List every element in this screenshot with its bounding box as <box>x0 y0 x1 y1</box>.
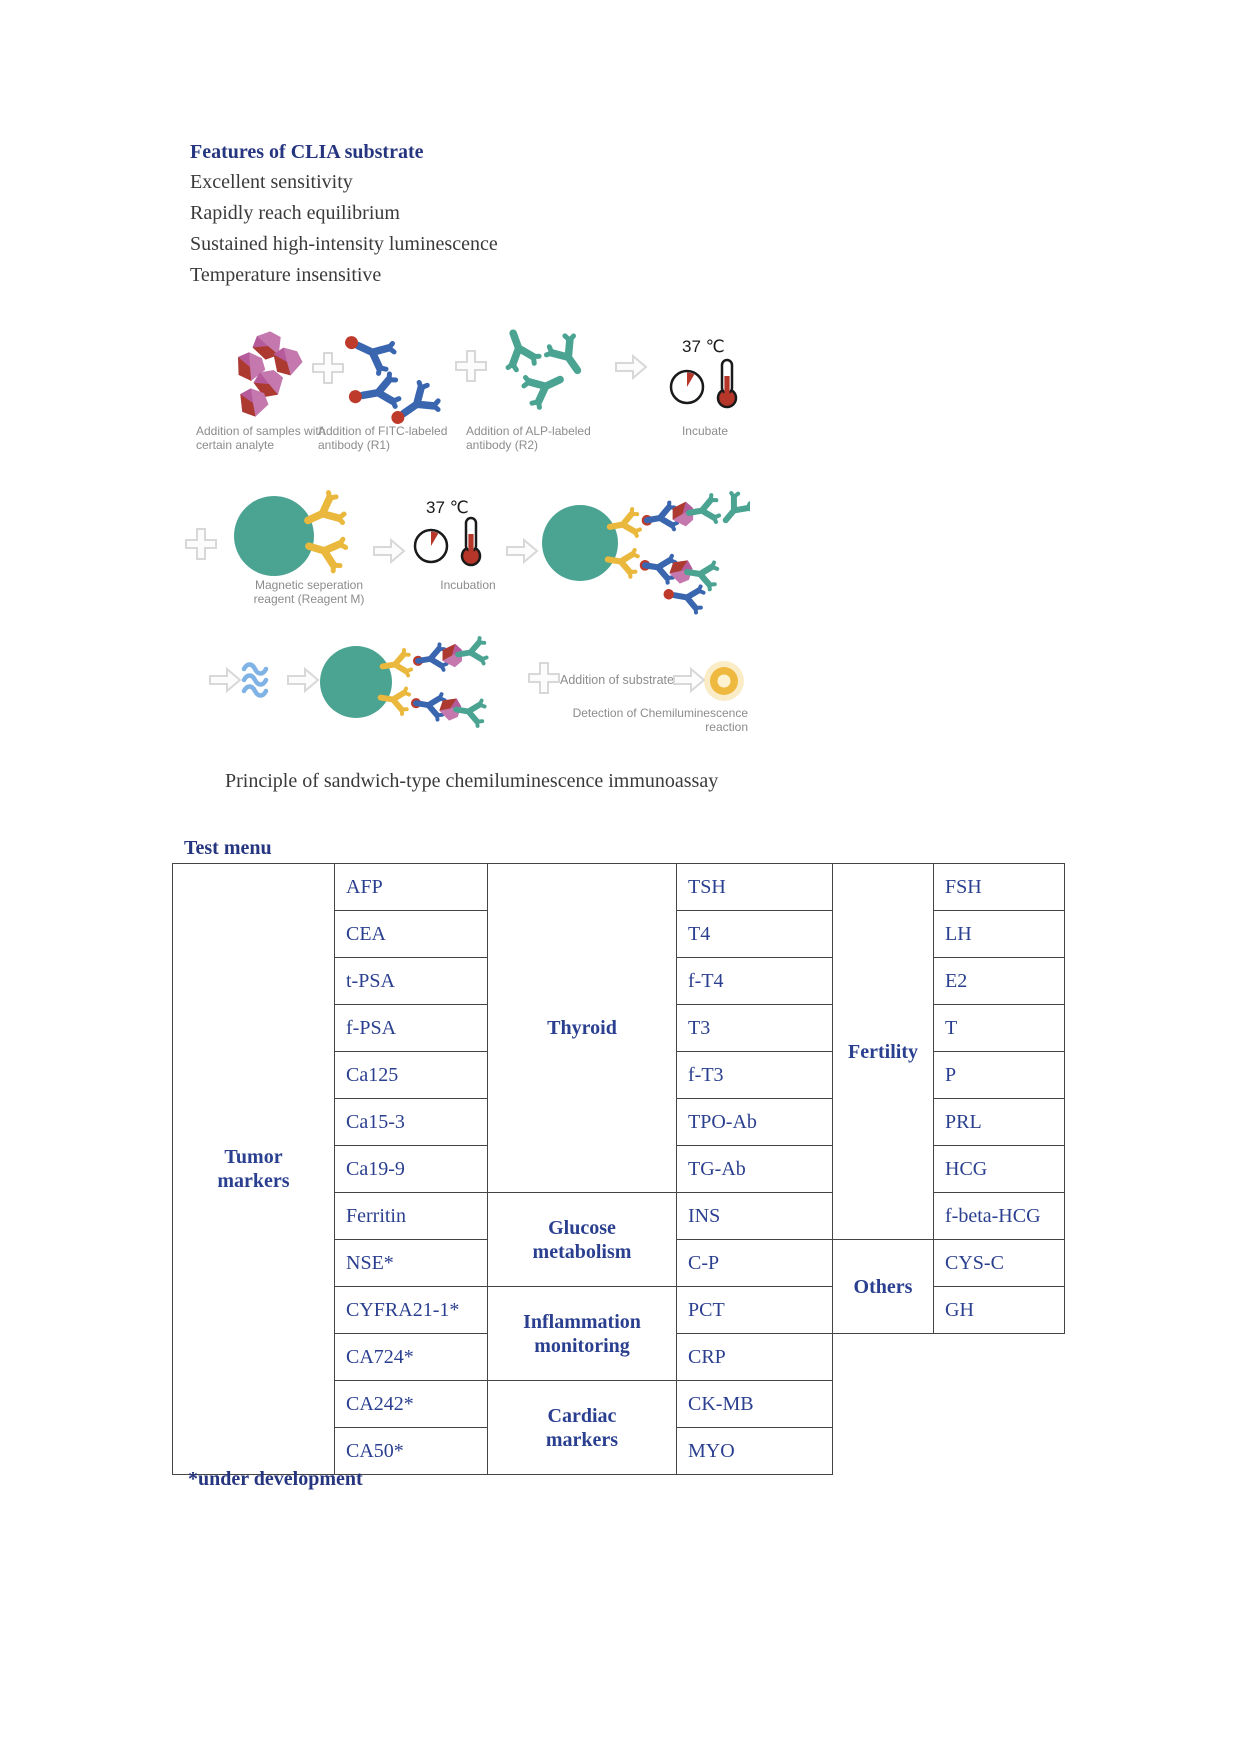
test-cell: CYFRA21-1* <box>335 1287 488 1334</box>
table-footnote: *under development <box>188 1468 363 1490</box>
group-cell-glucose: Glucose metabolism <box>488 1193 677 1287</box>
test-cell: MYO <box>677 1428 833 1475</box>
incubate-label: Incubate <box>681 424 729 438</box>
features-section <box>190 137 498 291</box>
test-cell: PCT <box>677 1287 833 1334</box>
test-cell: TG-Ab <box>677 1146 833 1193</box>
empty-cell <box>934 1381 1065 1428</box>
arrow-icon <box>286 667 320 693</box>
test-cell: LH <box>934 911 1065 958</box>
plus-icon <box>455 350 487 382</box>
immune-complex-icon <box>540 486 750 616</box>
test-cell: f-PSA <box>335 1005 488 1052</box>
test-cell: FSH <box>934 864 1065 911</box>
thermometer-icon <box>458 516 484 574</box>
fitc-label: Addition of FITC-labeled antibody (R1) <box>318 424 448 452</box>
arrow-icon <box>208 667 242 693</box>
test-cell: T3 <box>677 1005 833 1052</box>
diagram-caption: Principle of sandwich-type chemiluminescence immunoassay <box>225 770 719 792</box>
empty-cell <box>833 1428 934 1475</box>
test-cell: T <box>934 1005 1065 1052</box>
test-cell: CK-MB <box>677 1381 833 1428</box>
test-cell: t-PSA <box>335 958 488 1005</box>
test-cell: CYS-C <box>934 1240 1065 1287</box>
test-cell: INS <box>677 1193 833 1240</box>
test-cell: CRP <box>677 1334 833 1381</box>
empty-cell <box>934 1334 1065 1381</box>
test-cell: PRL <box>934 1099 1065 1146</box>
test-cell: Ca19-9 <box>335 1146 488 1193</box>
plus-icon <box>528 662 560 694</box>
feature-item: Temperature insensitive <box>190 264 382 286</box>
test-cell: CA50* <box>335 1428 488 1475</box>
arrow-icon <box>672 667 706 693</box>
detection-label: Detection of Chemiluminescence reaction <box>572 706 748 734</box>
clock-icon <box>412 527 450 565</box>
test-cell: NSE* <box>335 1240 488 1287</box>
group-cell-fertility: Fertility <box>833 864 934 1240</box>
test-cell: Ca15-3 <box>335 1099 488 1146</box>
chemiluminescence-glow-icon <box>703 660 745 702</box>
test-menu-table <box>172 863 1065 1475</box>
test-cell: HCG <box>934 1146 1065 1193</box>
test-cell: CEA <box>335 911 488 958</box>
empty-cell <box>833 1381 934 1428</box>
magnetic-reagent-label: Magnetic seperation reagent (Reagent M) <box>253 578 365 606</box>
samples-icon <box>226 331 306 421</box>
feature-item: Sustained high-intensity luminescence <box>190 233 498 255</box>
substrate-label: Addition of substrate <box>560 673 674 687</box>
group-cell-tumor-markers: Tumor markers <box>173 864 335 1475</box>
immune-complex-icon <box>318 630 518 740</box>
group-cell-inflammation: Inflammation monitoring <box>488 1287 677 1381</box>
arrow-icon <box>372 538 406 564</box>
temperature-label: 37 ℃ <box>426 498 469 517</box>
clock-icon <box>668 368 706 406</box>
plus-icon <box>185 528 217 560</box>
alp-antibody-icon <box>488 326 598 410</box>
table-row <box>173 864 1065 911</box>
test-cell: Ferritin <box>335 1193 488 1240</box>
empty-cell <box>833 1334 934 1381</box>
test-cell: CA242* <box>335 1381 488 1428</box>
wash-icon <box>240 660 280 700</box>
test-cell: C-P <box>677 1240 833 1287</box>
empty-cell <box>934 1428 1065 1475</box>
alp-label: Addition of ALP-labeled antibody (R2) <box>466 424 591 452</box>
test-cell: f-T3 <box>677 1052 833 1099</box>
features-title: Features of CLIA substrate <box>190 141 424 163</box>
thermometer-icon <box>714 358 740 416</box>
magnetic-bead-icon <box>228 488 354 582</box>
test-cell: TSH <box>677 864 833 911</box>
feature-item: Rapidly reach equilibrium <box>190 202 400 224</box>
test-cell: P <box>934 1052 1065 1099</box>
samples-label: Addition of samples with certain analyte <box>196 424 326 452</box>
incubation-label: Incubation <box>440 578 496 592</box>
test-cell: T4 <box>677 911 833 958</box>
test-cell: f-T4 <box>677 958 833 1005</box>
test-cell: E2 <box>934 958 1065 1005</box>
test-menu-title: Test menu <box>184 837 272 859</box>
group-cell-cardiac: Cardiac markers <box>488 1381 677 1475</box>
test-cell: CA724* <box>335 1334 488 1381</box>
arrow-icon <box>614 354 648 380</box>
group-cell-others: Others <box>833 1240 934 1334</box>
test-cell: AFP <box>335 864 488 911</box>
test-cell: Ca125 <box>335 1052 488 1099</box>
group-cell-thyroid: Thyroid <box>488 864 677 1193</box>
test-cell: f-beta-HCG <box>934 1193 1065 1240</box>
fitc-antibody-icon <box>336 330 450 424</box>
arrow-icon <box>505 538 539 564</box>
temperature-label: 37 ℃ <box>682 337 725 356</box>
test-cell: GH <box>934 1287 1065 1334</box>
test-cell: TPO-Ab <box>677 1099 833 1146</box>
feature-item: Excellent sensitivity <box>190 171 353 193</box>
